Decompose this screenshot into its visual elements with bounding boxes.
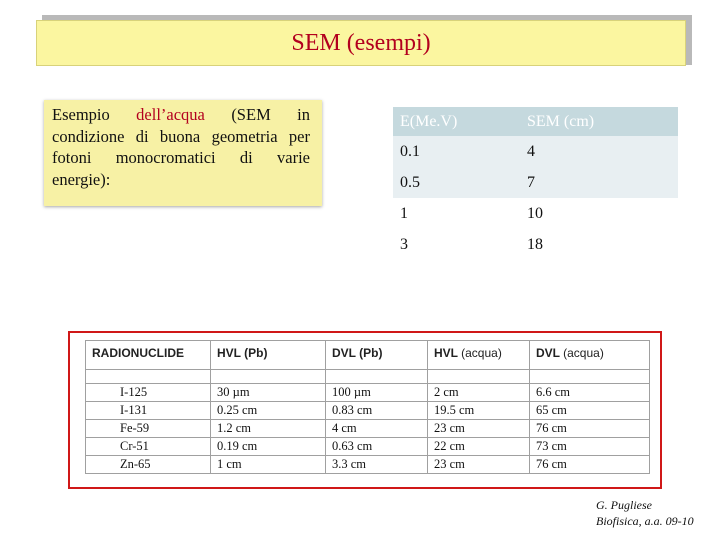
hvl-water-cell: 23 cm [428,420,530,438]
credit-author: G. Pugliese [596,498,652,512]
hvl-table [85,340,650,474]
header-label: HVL (Pb) [217,346,268,360]
sem-cell-energy: 1 [393,198,520,229]
hvl-pb-cell: 30 µm [211,384,326,402]
sem-header-energy: E(Me.V) [393,107,520,136]
note-text-start: Esempio [52,105,137,124]
title-banner [36,20,686,66]
dvl-pb-cell: 4 cm [326,420,428,438]
spacer-row [86,370,650,384]
hvl-water-cell: 23 cm [428,456,530,474]
radionuclide-cell: Zn-65 [86,456,211,474]
spacer-cell [428,370,530,384]
table-row [86,456,650,474]
hvl-header-hvl-water [428,341,530,370]
table-row [393,229,678,260]
header-label: HVL [434,346,462,360]
header-label: RADIONUCLIDE [92,346,184,360]
spacer-cell [326,370,428,384]
sem-header-sem: SEM (cm) [520,107,678,136]
spacer-cell [86,370,211,384]
table-row [86,402,650,420]
sem-cell-energy: 3 [393,229,520,260]
hvl-pb-cell: 0.25 cm [211,402,326,420]
credit [596,497,694,529]
sem-cell-value: 10 [520,198,678,229]
hvl-table-header [86,341,650,370]
spacer-cell [211,370,326,384]
table-row [393,136,678,167]
table-row [393,198,678,229]
radionuclide-cell: Fe-59 [86,420,211,438]
table-row [86,420,650,438]
hvl-header-radionuclide [86,341,211,370]
sem-cell-energy: 0.1 [393,136,520,167]
sem-table [393,107,678,260]
sem-cell-value: 7 [520,167,678,198]
slide-title: SEM (esempi) [291,29,431,56]
hvl-pb-cell: 0.19 cm [211,438,326,456]
dvl-pb-cell: 0.63 cm [326,438,428,456]
hvl-header-dvl-water [530,341,650,370]
table-row [86,384,650,402]
credit-course: Biofisica, a.a. 09-10 [596,514,694,528]
radionuclide-cell: I-125 [86,384,211,402]
radionuclide-cell: I-131 [86,402,211,420]
header-sublabel: (acqua) [563,346,604,360]
hvl-water-cell: 22 cm [428,438,530,456]
sem-cell-value: 4 [520,136,678,167]
header-sublabel: (acqua) [461,346,502,360]
radionuclide-cell: Cr-51 [86,438,211,456]
dvl-water-cell: 65 cm [530,402,650,420]
sem-cell-value: 18 [520,229,678,260]
dvl-water-cell: 73 cm [530,438,650,456]
dvl-water-cell: 76 cm [530,456,650,474]
header-label: DVL (Pb) [332,346,383,360]
dvl-pb-cell: 100 µm [326,384,428,402]
header-label: DVL [536,346,564,360]
hvl-pb-cell: 1.2 cm [211,420,326,438]
hvl-water-cell: 19.5 cm [428,402,530,420]
dvl-pb-cell: 0.83 cm [326,402,428,420]
note-box [44,100,322,206]
note-text-end: (SEM in condizione di buona geometria per fotoni monocromatici di varie energie): [52,105,310,189]
table-row [393,167,678,198]
hvl-pb-cell: 1 cm [211,456,326,474]
hvl-header-dvl-pb [326,341,428,370]
sem-table-header [393,107,678,136]
table-row [86,438,650,456]
dvl-water-cell: 6.6 cm [530,384,650,402]
sem-cell-energy: 0.5 [393,167,520,198]
hvl-header-hvl-pb [211,341,326,370]
dvl-pb-cell: 3.3 cm [326,456,428,474]
spacer-cell [530,370,650,384]
note-highlight: dell’acqua [136,105,205,124]
hvl-water-cell: 2 cm [428,384,530,402]
dvl-water-cell: 76 cm [530,420,650,438]
